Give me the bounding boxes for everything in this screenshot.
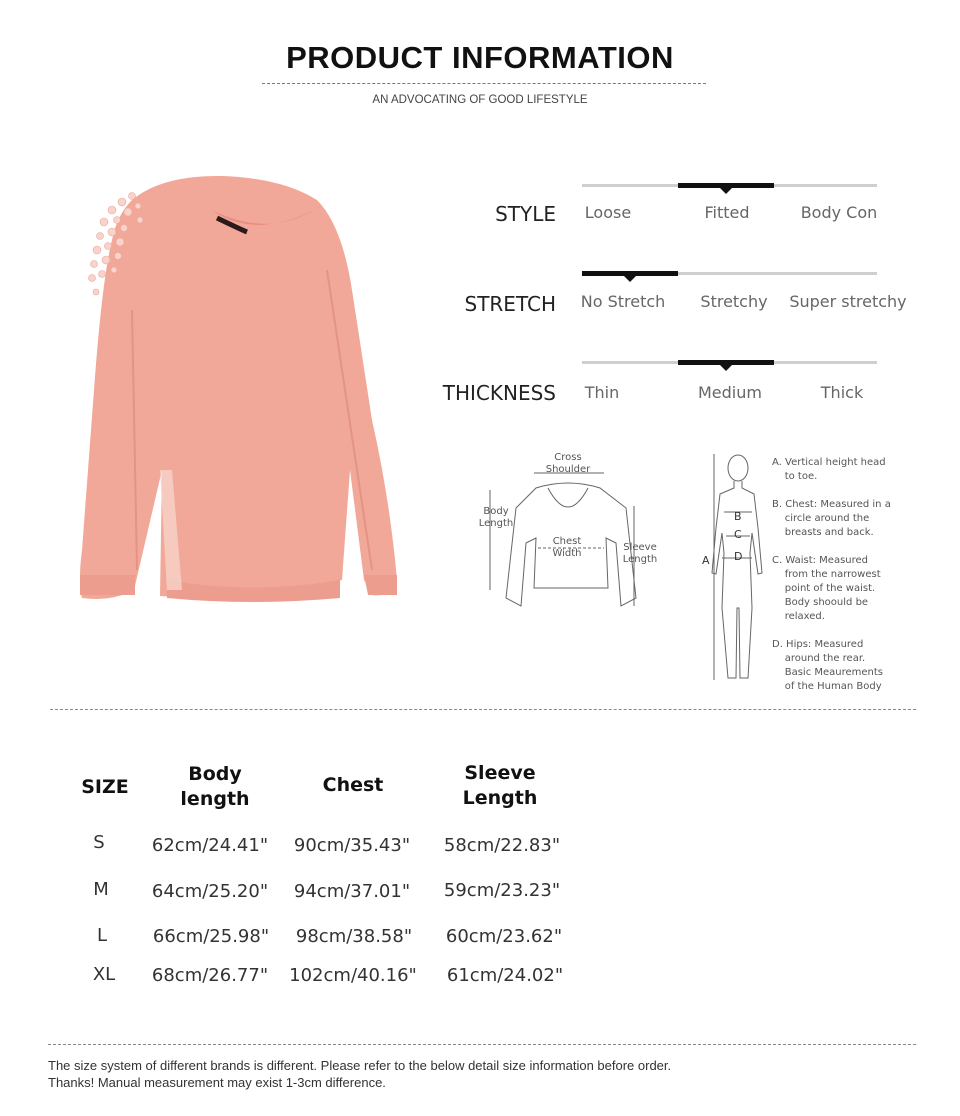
footer-note-line1: The size system of different brands is different. Please refer to the below detail size information before order.	[48, 1058, 672, 1073]
sleeve-length-label: Sleeve Length	[622, 542, 658, 565]
style-option-fitted: Fitted	[704, 203, 750, 222]
header-body-length: Body length	[180, 763, 250, 810]
table-cell-body-length: 62cm/24.41"	[151, 835, 269, 856]
style-option-bodycon: Body Con	[800, 203, 878, 222]
header-sleeve-length: Sleeve Length	[462, 762, 538, 809]
body-measure-diagram	[700, 448, 770, 688]
thickness-selected-indicator	[678, 360, 774, 365]
note-c: C. Waist: Measured from the narrowest point of the waist. Body shoould be relaxed.	[772, 555, 881, 622]
style-track	[582, 184, 877, 187]
garment-neck	[548, 488, 588, 507]
table-row-size: M	[93, 879, 109, 900]
style-option-loose: Loose	[584, 203, 632, 222]
body-length-label: Body Length	[478, 506, 514, 529]
table-cell-chest: 94cm/37.01"	[293, 881, 411, 902]
right-cuff	[364, 575, 397, 595]
thickness-option-thin: Thin	[584, 383, 620, 402]
table-row-size: XL	[92, 964, 116, 985]
style-label: STYLE	[495, 202, 556, 226]
footer-note-line2: Thanks! Manual measurement may exist 1-3cm difference.	[48, 1075, 386, 1090]
thickness-option-medium: Medium	[698, 383, 762, 402]
sweater-body	[80, 176, 397, 599]
page-title: PRODUCT INFORMATION	[286, 40, 674, 75]
header-chest: Chest	[322, 774, 384, 796]
marker-d: D	[734, 550, 743, 563]
thickness-option-thick: Thick	[820, 383, 864, 402]
table-cell-sleeve: 61cm/24.02"	[446, 965, 564, 986]
title-divider	[262, 83, 706, 84]
stretch-selected-indicator	[582, 271, 678, 276]
marker-c: C	[734, 528, 742, 541]
table-cell-sleeve: 60cm/23.62"	[445, 926, 563, 947]
table-cell-sleeve: 58cm/22.83"	[443, 835, 561, 856]
table-row-size: L	[96, 925, 108, 946]
note-b: B. Chest: Measured in a circle around the breasts and back.	[772, 499, 891, 538]
section-divider	[50, 709, 916, 710]
thickness-track	[582, 361, 877, 364]
marker-a: A	[702, 554, 710, 567]
thickness-label: THICKNESS	[442, 381, 556, 405]
figure-head	[728, 455, 748, 481]
table-cell-sleeve: 59cm/23.23"	[443, 880, 561, 901]
table-cell-chest: 90cm/35.43"	[293, 835, 411, 856]
page-subtitle: AN ADVOCATING OF GOOD LIFESTYLE	[372, 94, 588, 106]
note-a: A. Vertical height head to toe.	[772, 457, 886, 482]
left-cuff	[80, 575, 135, 595]
table-cell-chest: 102cm/40.16"	[289, 965, 417, 986]
stretch-option-no-stretch: No Stretch	[580, 292, 666, 311]
table-row-size: S	[93, 832, 105, 853]
stretch-track	[582, 272, 877, 275]
table-cell-body-length: 64cm/25.20"	[151, 881, 269, 902]
table-cell-body-length: 66cm/25.98"	[152, 926, 270, 947]
note-d: D. Hips: Measured around the rear. Basic Meaurements of the Human Body	[772, 639, 884, 692]
stretch-option-super-stretchy: Super stretchy	[789, 292, 907, 311]
table-cell-chest: 98cm/38.58"	[295, 926, 413, 947]
chest-width-label: Chest Width	[552, 536, 582, 559]
style-selected-indicator	[678, 183, 774, 188]
footer-divider	[48, 1044, 916, 1045]
product-image	[72, 170, 407, 610]
table-cell-body-length: 68cm/26.77"	[151, 965, 269, 986]
header-size: SIZE	[81, 776, 129, 798]
cross-shoulder-label: Cross Shoulder	[545, 452, 591, 475]
stretch-label: STRETCH	[464, 292, 556, 316]
stretch-option-stretchy: Stretchy	[700, 292, 768, 311]
marker-b: B	[734, 510, 742, 523]
